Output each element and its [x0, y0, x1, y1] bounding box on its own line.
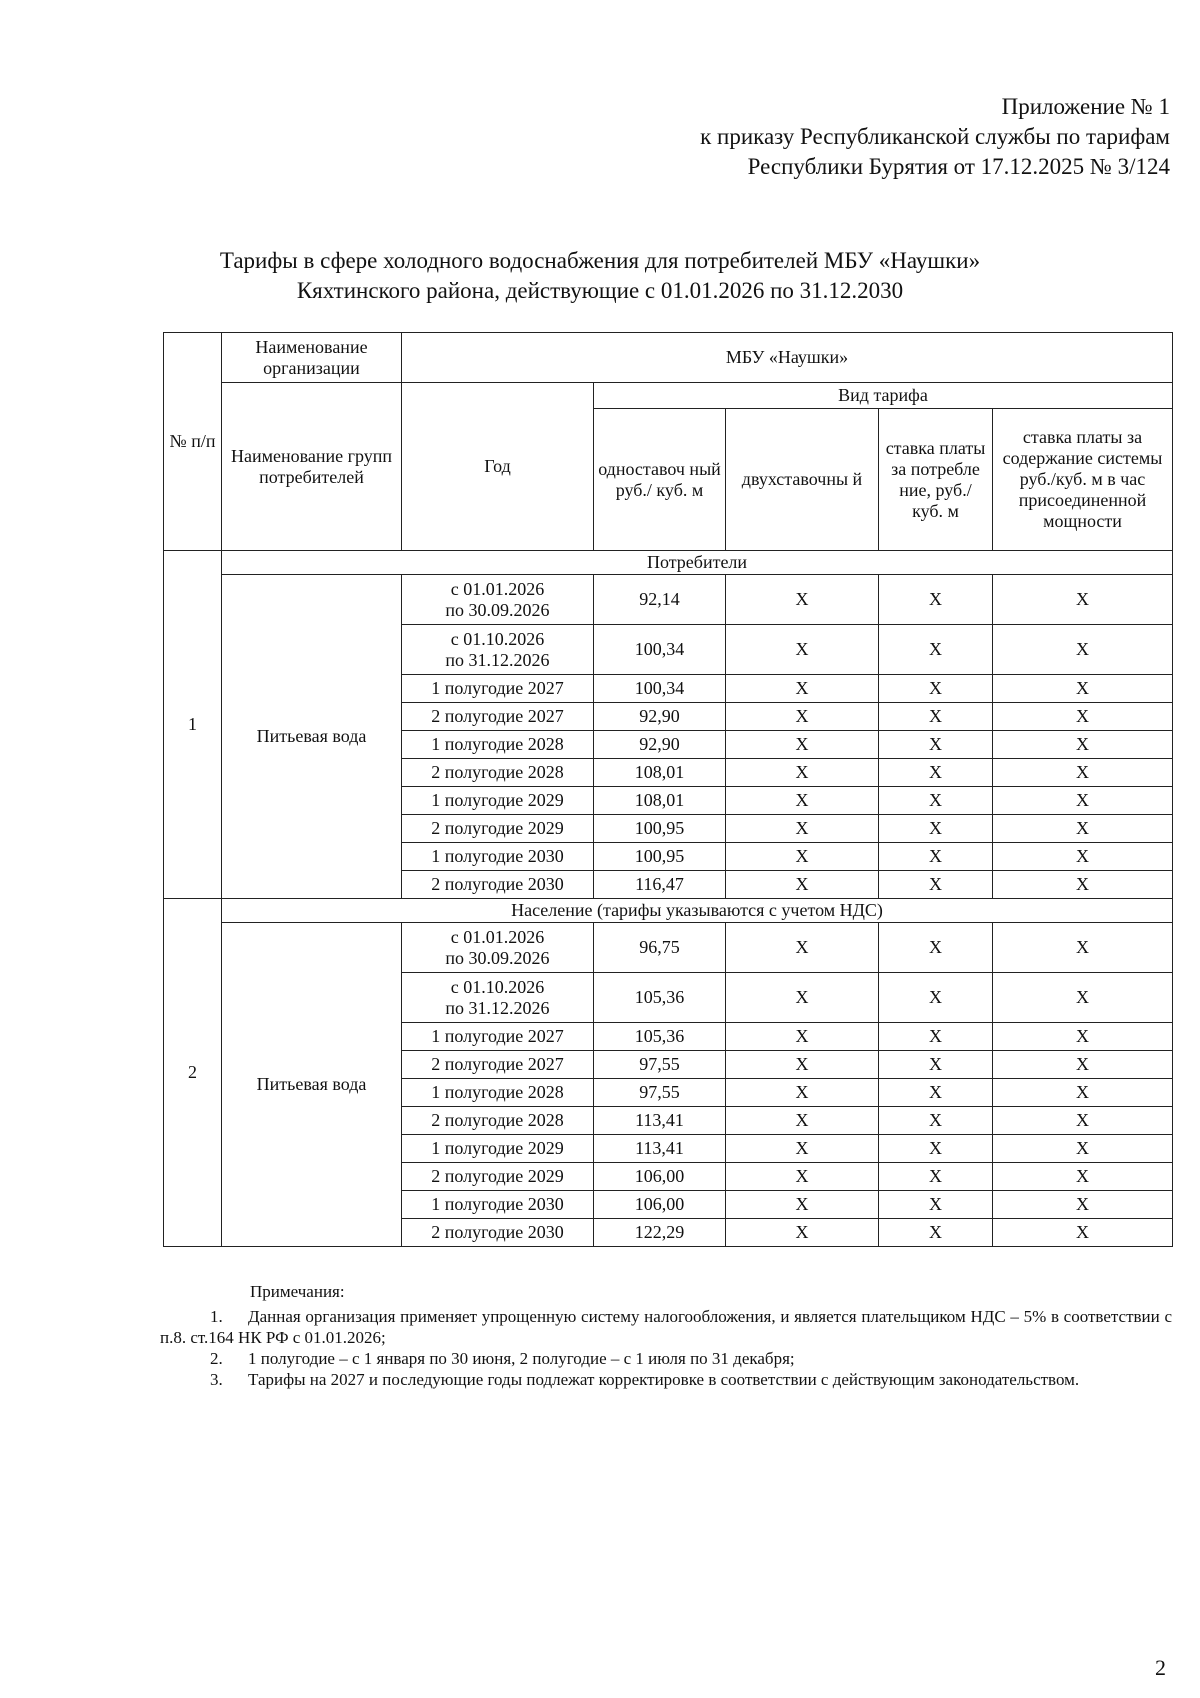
consumption-rate-value: X — [879, 843, 993, 871]
consumption-rate-value: X — [879, 1219, 993, 1247]
maintenance-rate-value: X — [993, 703, 1173, 731]
col-header-year: Год — [402, 383, 594, 551]
single-rate-value: 97,55 — [594, 1051, 726, 1079]
period-cell — [402, 625, 594, 675]
consumption-rate-value: X — [879, 1135, 993, 1163]
col-header-org: Наименование организации — [222, 333, 402, 383]
period-line: 1 полугодие 2028 — [431, 1082, 564, 1102]
maintenance-rate-value: X — [993, 675, 1173, 703]
single-rate-value: 106,00 — [594, 1163, 726, 1191]
single-rate-value: 108,01 — [594, 759, 726, 787]
period-cell — [402, 787, 594, 815]
maintenance-rate-value: X — [993, 1051, 1173, 1079]
section-title: Потребители — [222, 551, 1173, 575]
appendix-order-ref: к приказу Республиканской службы по тарифам — [700, 124, 1170, 149]
consumption-rate-value: X — [879, 625, 993, 675]
single-rate-value: 113,41 — [594, 1135, 726, 1163]
note-item — [160, 1306, 1172, 1348]
note-text: 1 полугодие – с 1 января по 30 июня, 2 полугодие – с 1 июля по 31 декабря; — [248, 1349, 795, 1368]
maintenance-rate-value: X — [993, 1079, 1173, 1107]
period-cell — [402, 843, 594, 871]
single-rate-value: 100,34 — [594, 675, 726, 703]
period-line: 2 полугодие 2030 — [431, 874, 564, 894]
org-name: МБУ «Наушки» — [402, 333, 1173, 383]
period-line: с 01.01.2026 — [450, 578, 545, 599]
table-row — [164, 575, 1173, 625]
period-line: 2 полугодие 2029 — [431, 818, 564, 838]
consumption-rate-value: X — [879, 1163, 993, 1191]
consumption-rate-value: X — [879, 675, 993, 703]
single-rate-value: 92,14 — [594, 575, 726, 625]
maintenance-rate-value: X — [993, 843, 1173, 871]
period-line: 1 полугодие 2027 — [431, 678, 564, 698]
period-line: по 30.09.2026 — [445, 947, 550, 968]
single-rate-value: 100,95 — [594, 815, 726, 843]
period-line: с 01.10.2026 — [450, 976, 545, 997]
period-cell — [402, 759, 594, 787]
consumption-rate-value: X — [879, 759, 993, 787]
tariff-table — [163, 332, 1173, 1247]
col-header-num: № п/п — [164, 333, 222, 551]
period-line: 1 полугодие 2030 — [431, 846, 564, 866]
col-header-double-rate: двухставочны й — [726, 409, 879, 551]
page-number: 2 — [1155, 1655, 1166, 1680]
note-number: 3. — [210, 1370, 223, 1389]
double-rate-value: X — [726, 973, 879, 1023]
note-number: 1. — [210, 1307, 223, 1326]
period-cell — [402, 923, 594, 973]
single-rate-value: 100,34 — [594, 625, 726, 675]
period-cell — [402, 973, 594, 1023]
table-row — [164, 923, 1173, 973]
period-cell — [402, 815, 594, 843]
maintenance-rate-value: X — [993, 625, 1173, 675]
single-rate-value: 92,90 — [594, 731, 726, 759]
appendix-number: Приложение № 1 — [1001, 94, 1170, 119]
period-line: 1 полугодие 2029 — [431, 1138, 564, 1158]
section-title: Население (тарифы указываются с учетом НДС) — [222, 899, 1173, 923]
maintenance-rate-value: X — [993, 787, 1173, 815]
consumption-rate-value: X — [879, 1191, 993, 1219]
title-line-1: Тарифы в сфере холодного водоснабжения для потребителей МБУ «Наушки» — [219, 248, 981, 273]
notes-title: Примечания: — [250, 1282, 345, 1301]
double-rate-value: X — [726, 1051, 879, 1079]
period-line: 2 полугодие 2030 — [431, 1222, 564, 1242]
maintenance-rate-value: X — [993, 1191, 1173, 1219]
period-line: 2 полугодие 2028 — [431, 1110, 564, 1130]
period-line: 2 полугодие 2029 — [431, 1166, 564, 1186]
period-line: по 31.12.2026 — [445, 997, 550, 1018]
consumption-rate-value: X — [879, 815, 993, 843]
appendix-order-date: Республики Бурятия от 17.12.2025 № 3/124 — [747, 154, 1170, 179]
notes — [160, 1281, 1172, 1390]
single-rate-value: 92,90 — [594, 703, 726, 731]
period-line: 1 полугодие 2029 — [431, 790, 564, 810]
consumption-rate-value: X — [879, 1079, 993, 1107]
double-rate-value: X — [726, 1219, 879, 1247]
period-cell — [402, 575, 594, 625]
consumer-group: Питьевая вода — [222, 575, 402, 899]
maintenance-rate-value: X — [993, 731, 1173, 759]
consumption-rate-value: X — [879, 731, 993, 759]
consumption-rate-value: X — [879, 973, 993, 1023]
single-rate-value: 100,95 — [594, 843, 726, 871]
col-header-consumption-rate: ставка платы за потребле ние, руб./ куб. м — [879, 409, 993, 551]
period-line: с 01.10.2026 — [450, 628, 545, 649]
double-rate-value: X — [726, 1163, 879, 1191]
double-rate-value: X — [726, 1079, 879, 1107]
period-cell — [402, 1023, 594, 1051]
section-title-row — [164, 551, 1173, 575]
double-rate-value: X — [726, 871, 879, 899]
period-cell — [402, 1107, 594, 1135]
note-text: Данная организация применяет упрощенную систему налогообложения, и является плательщиком НДС – 5% в соответствии с п.8. ст.164 НК РФ с 01.01.2026; — [160, 1307, 1172, 1347]
title-line-2: Кяхтинского района, действующие с 01.01.2026 по 31.12.2030 — [296, 278, 904, 303]
note-text: Тарифы на 2027 и последующие годы подлежат корректировке в соответствии с действующим законодательством. — [248, 1370, 1080, 1389]
double-rate-value: X — [726, 1135, 879, 1163]
double-rate-value: X — [726, 1023, 879, 1051]
period-cell — [402, 1135, 594, 1163]
period-line: по 31.12.2026 — [445, 649, 550, 670]
maintenance-rate-value: X — [993, 1163, 1173, 1191]
period-cell — [402, 675, 594, 703]
consumption-rate-value: X — [879, 871, 993, 899]
period-cell — [402, 731, 594, 759]
consumption-rate-value: X — [879, 1107, 993, 1135]
period-cell — [402, 1079, 594, 1107]
period-cell — [402, 1219, 594, 1247]
note-item — [160, 1348, 1172, 1369]
single-rate-value: 122,29 — [594, 1219, 726, 1247]
period-line: 2 полугодие 2027 — [431, 1054, 564, 1074]
maintenance-rate-value: X — [993, 1107, 1173, 1135]
consumption-rate-value: X — [879, 787, 993, 815]
period-cell — [402, 703, 594, 731]
single-rate-value: 105,36 — [594, 973, 726, 1023]
consumer-group: Питьевая вода — [222, 923, 402, 1247]
period-line: 1 полугодие 2028 — [431, 734, 564, 754]
double-rate-value: X — [726, 923, 879, 973]
single-rate-value: 106,00 — [594, 1191, 726, 1219]
double-rate-value: X — [726, 731, 879, 759]
period-line: 2 полугодие 2028 — [431, 762, 564, 782]
maintenance-rate-value: X — [993, 1135, 1173, 1163]
single-rate-value: 113,41 — [594, 1107, 726, 1135]
consumption-rate-value: X — [879, 923, 993, 973]
double-rate-value: X — [726, 1107, 879, 1135]
single-rate-value: 116,47 — [594, 871, 726, 899]
section-number: 1 — [164, 551, 222, 899]
col-header-single-rate: одноставоч ный руб./ куб. м — [594, 409, 726, 551]
maintenance-rate-value: X — [993, 871, 1173, 899]
maintenance-rate-value: X — [993, 575, 1173, 625]
double-rate-value: X — [726, 575, 879, 625]
note-item — [160, 1369, 1172, 1390]
col-header-group: Наименование групп потребителей — [222, 383, 402, 551]
period-line: 1 полугодие 2027 — [431, 1026, 564, 1046]
double-rate-value: X — [726, 759, 879, 787]
col-header-tariff-type: Вид тарифа — [594, 383, 1173, 409]
period-cell — [402, 1163, 594, 1191]
double-rate-value: X — [726, 625, 879, 675]
note-number: 2. — [210, 1349, 223, 1368]
document-title — [150, 246, 1050, 306]
period-cell — [402, 1191, 594, 1219]
consumption-rate-value: X — [879, 1051, 993, 1079]
period-cell — [402, 1051, 594, 1079]
single-rate-value: 97,55 — [594, 1079, 726, 1107]
double-rate-value: X — [726, 675, 879, 703]
single-rate-value: 108,01 — [594, 787, 726, 815]
period-line: 2 полугодие 2027 — [431, 706, 564, 726]
double-rate-value: X — [726, 1191, 879, 1219]
period-cell — [402, 871, 594, 899]
maintenance-rate-value: X — [993, 923, 1173, 973]
maintenance-rate-value: X — [993, 815, 1173, 843]
consumption-rate-value: X — [879, 1023, 993, 1051]
maintenance-rate-value: X — [993, 973, 1173, 1023]
section-title-row — [164, 899, 1173, 923]
maintenance-rate-value: X — [993, 1023, 1173, 1051]
maintenance-rate-value: X — [993, 1219, 1173, 1247]
period-line: по 30.09.2026 — [445, 599, 550, 620]
consumption-rate-value: X — [879, 703, 993, 731]
double-rate-value: X — [726, 787, 879, 815]
period-line: 1 полугодие 2030 — [431, 1194, 564, 1214]
period-line: с 01.01.2026 — [450, 926, 545, 947]
appendix-header — [700, 92, 1170, 182]
section-number: 2 — [164, 899, 222, 1247]
single-rate-value: 96,75 — [594, 923, 726, 973]
consumption-rate-value: X — [879, 575, 993, 625]
single-rate-value: 105,36 — [594, 1023, 726, 1051]
col-header-maintenance-rate: ставка платы за содержание системы руб./куб. м в час присоединенной мощности — [993, 409, 1173, 551]
double-rate-value: X — [726, 843, 879, 871]
double-rate-value: X — [726, 815, 879, 843]
maintenance-rate-value: X — [993, 759, 1173, 787]
double-rate-value: X — [726, 703, 879, 731]
